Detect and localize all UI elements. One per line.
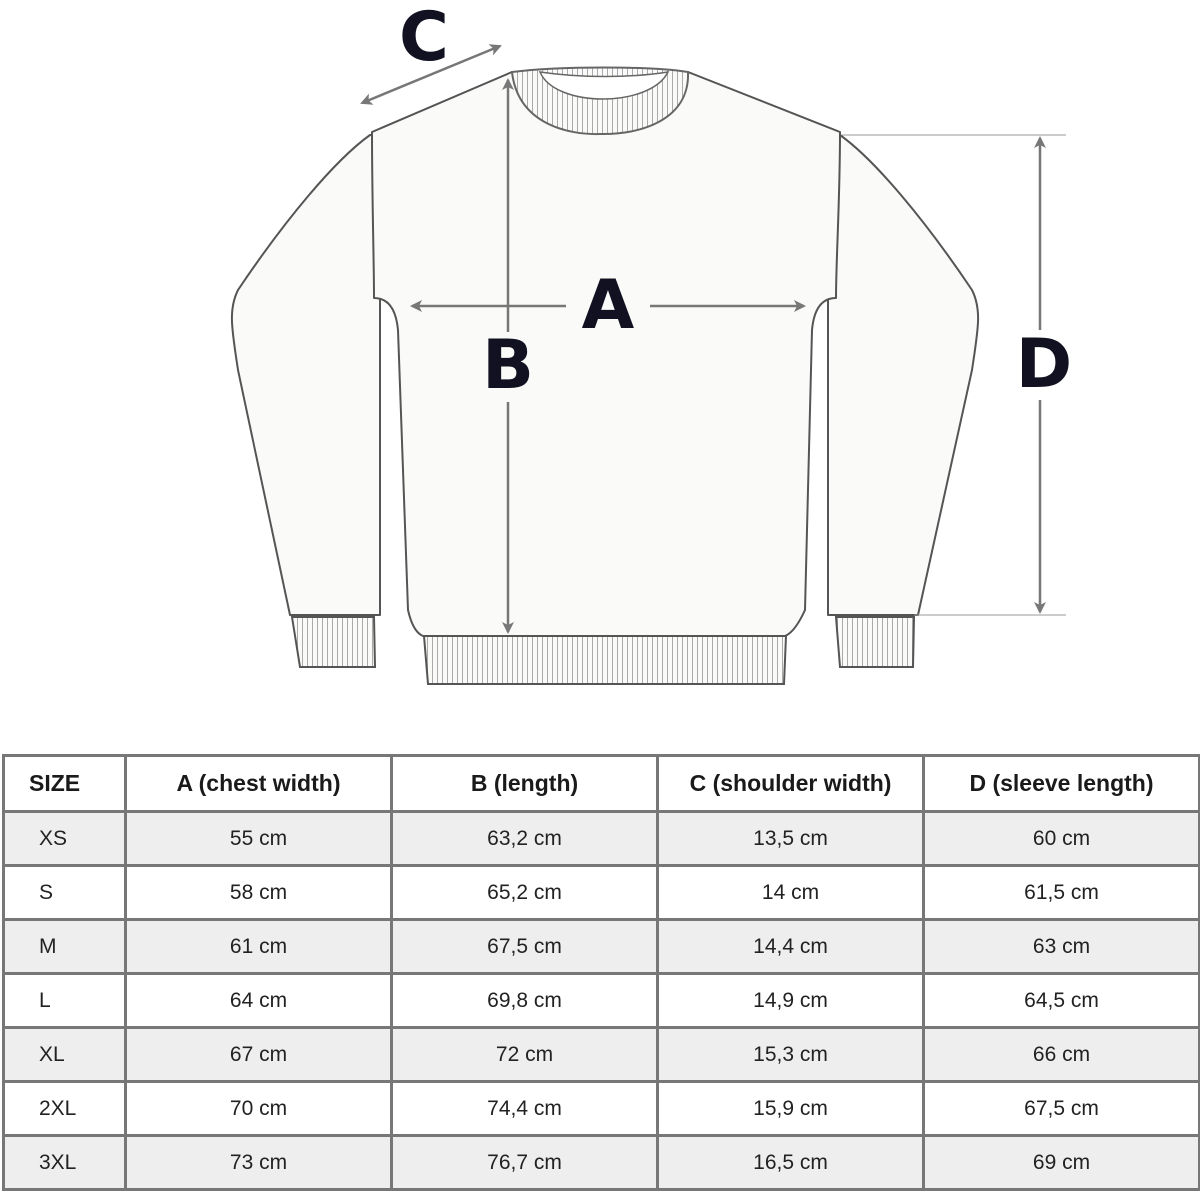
sleeve-length-cell: 66 cm — [924, 1028, 1200, 1082]
table-row — [4, 866, 1200, 920]
chest-width-cell: 73 cm — [126, 1136, 392, 1190]
length-cell: 65,2 cm — [392, 866, 658, 920]
length-cell: 67,5 cm — [392, 920, 658, 974]
size-cell: L — [4, 974, 126, 1028]
size-cell: S — [4, 866, 126, 920]
size-cell: 3XL — [4, 1136, 126, 1190]
chest-width-cell: 70 cm — [126, 1082, 392, 1136]
header-size: SIZE — [4, 756, 126, 812]
header-shoulder-width: C (shoulder width) — [658, 756, 924, 812]
shoulder-width-cell: 14,4 cm — [658, 920, 924, 974]
chest-width-cell: 61 cm — [126, 920, 392, 974]
label-b: B — [482, 326, 534, 405]
sleeve-length-cell: 64,5 cm — [924, 974, 1200, 1028]
label-a: A — [581, 266, 635, 345]
shoulder-width-cell: 15,3 cm — [658, 1028, 924, 1082]
size-cell: M — [4, 920, 126, 974]
length-cell: 63,2 cm — [392, 812, 658, 866]
sleeve-length-cell: 60 cm — [924, 812, 1200, 866]
size-cell: XS — [4, 812, 126, 866]
chest-width-cell: 58 cm — [126, 866, 392, 920]
size-cell: 2XL — [4, 1082, 126, 1136]
sleeve-length-cell: 63 cm — [924, 920, 1200, 974]
shoulder-width-cell: 14 cm — [658, 866, 924, 920]
label-d: D — [1015, 325, 1073, 404]
left-cuff — [292, 617, 375, 667]
table-row — [4, 1028, 1200, 1082]
right-cuff — [836, 617, 914, 667]
sleeve-length-cell: 61,5 cm — [924, 866, 1200, 920]
sweater-body — [372, 72, 840, 636]
table-row — [4, 1082, 1200, 1136]
size-chart-table — [2, 754, 1200, 1191]
shoulder-width-cell: 15,9 cm — [658, 1082, 924, 1136]
left-sleeve — [232, 135, 380, 615]
length-cell: 76,7 cm — [392, 1136, 658, 1190]
table-header-row — [4, 756, 1200, 812]
right-sleeve — [828, 135, 978, 615]
table-row — [4, 974, 1200, 1028]
chest-width-cell: 67 cm — [126, 1028, 392, 1082]
header-sleeve-length: D (sleeve length) — [924, 756, 1200, 812]
sleeve-length-cell: 69 cm — [924, 1136, 1200, 1190]
chest-width-cell: 64 cm — [126, 974, 392, 1028]
header-length: B (length) — [392, 756, 658, 812]
chest-width-cell: 55 cm — [126, 812, 392, 866]
table-row — [4, 812, 1200, 866]
sleeve-length-cell: 67,5 cm — [924, 1082, 1200, 1136]
label-c: C — [399, 0, 449, 77]
length-cell: 72 cm — [392, 1028, 658, 1082]
table-row — [4, 1136, 1200, 1190]
shoulder-width-cell: 16,5 cm — [658, 1136, 924, 1190]
table-row — [4, 920, 1200, 974]
waistband — [424, 636, 786, 684]
shoulder-width-cell: 14,9 cm — [658, 974, 924, 1028]
length-cell: 69,8 cm — [392, 974, 658, 1028]
shoulder-width-cell: 13,5 cm — [658, 812, 924, 866]
length-cell: 74,4 cm — [392, 1082, 658, 1136]
header-chest-width: A (chest width) — [126, 756, 392, 812]
size-cell: XL — [4, 1028, 126, 1082]
